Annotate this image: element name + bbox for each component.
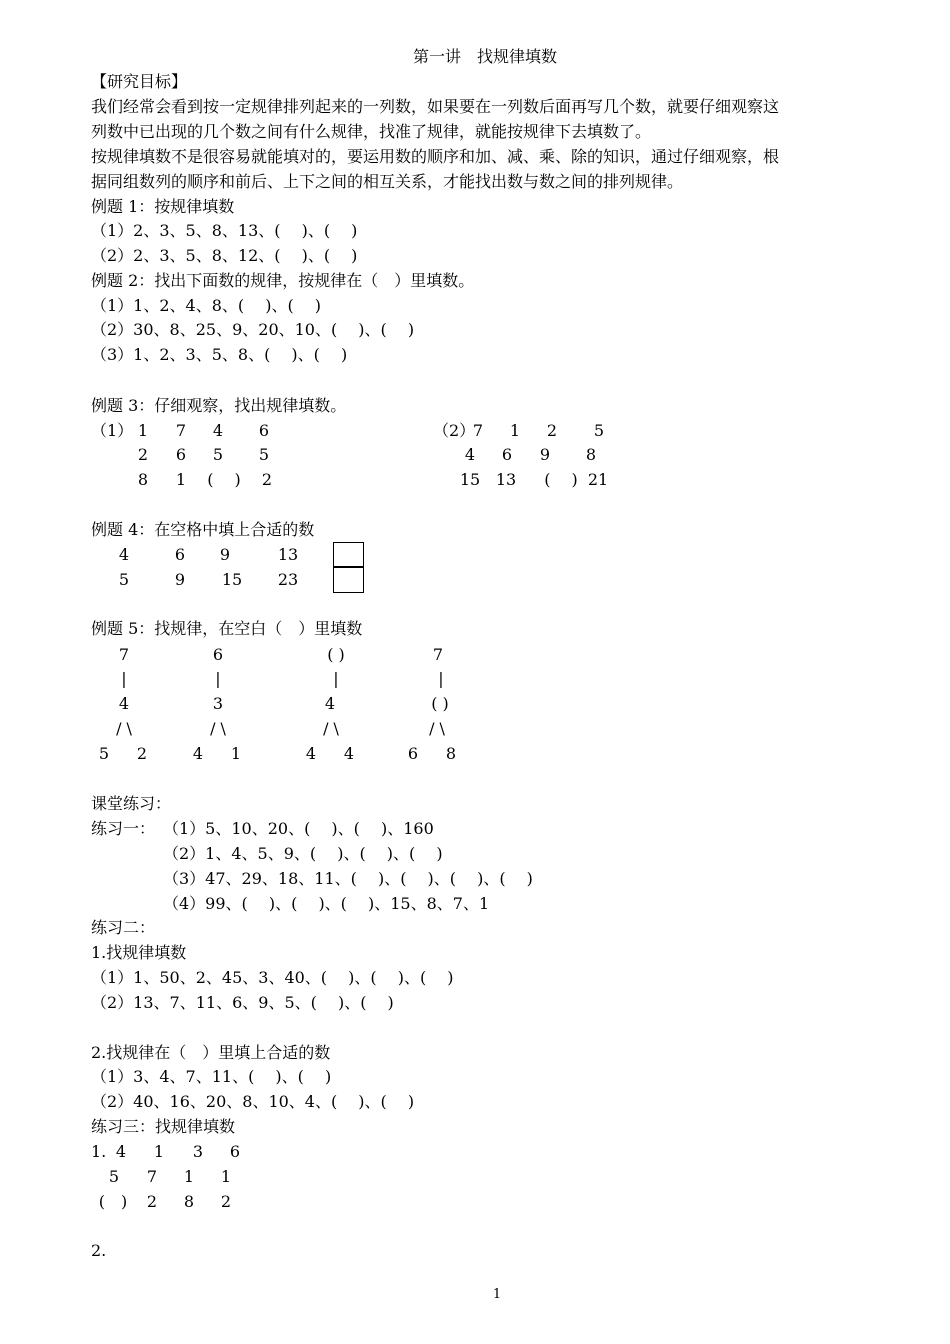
example-3-left-label: （1）: [91, 421, 134, 440]
grid-cell: 1: [509, 421, 521, 440]
intro-line: 据同组数列的顺序和前后、上下之间的相互关系，才能找出数与数之间的排列规律。: [91, 172, 684, 191]
practice-1-line: （4）99、( )、( )、( )、15、8、7、1: [163, 894, 490, 913]
grid-cell: 5: [212, 445, 224, 464]
example-2-title: 例题 2：找出下面数的规律，按规律在（ ）里填数。: [91, 271, 475, 290]
tree-left: 4: [305, 744, 317, 763]
tree-mid: 4: [324, 694, 336, 713]
goal-heading: 【研究目标】: [91, 72, 188, 91]
tree-branch: / \: [429, 719, 445, 738]
grid-cell: 6: [501, 445, 513, 464]
example-1-line: （1）2、3、5、8、13、( )、( ): [91, 221, 358, 240]
tree-mid: 4: [118, 694, 130, 713]
practice-3-q1-label: 1.: [91, 1142, 107, 1161]
tree-branch: / \: [210, 719, 226, 738]
tree-bar: |: [215, 669, 221, 688]
grid-cell: 5: [118, 570, 130, 589]
example-3-right-label: （2）: [433, 421, 476, 440]
practice-1-line: （2）1、4、5、9、( )、( )、( ): [163, 844, 443, 863]
example-2-line: （2）30、8、25、9、20、10、( )、( ): [91, 320, 415, 339]
tree-left: 6: [407, 744, 419, 763]
grid-cell: 4: [212, 421, 224, 440]
tree-right: 2: [136, 744, 148, 763]
grid-cell: 6: [175, 445, 187, 464]
grid-cell: 2: [220, 1192, 232, 1211]
grid-cell: 9: [539, 445, 551, 464]
practice-2-q2-line: （1）3、4、7、11、( )、( ): [91, 1067, 332, 1086]
tree-top: 7: [432, 645, 444, 664]
practice-3-label: 练习三：找规律填数: [91, 1117, 236, 1136]
practice-heading: 课堂练习：: [91, 794, 172, 813]
grid-cell-blank: ( ): [207, 470, 241, 489]
grid-cell: 7: [146, 1167, 158, 1186]
grid-cell: 6: [258, 421, 270, 440]
grid-cell: 4: [464, 445, 476, 464]
grid-cell-blank: ( ): [98, 1192, 128, 1211]
tree-bar: |: [121, 669, 127, 688]
intro-line: 我们经常会看到按一定规律排列起来的一列数，如果要在一列数后面再写几个数，就要仔细观察这: [91, 97, 780, 116]
grid-cell: 7: [472, 421, 484, 440]
example-5-title: 例题 5：找规律，在空白（ ）里填数: [91, 619, 363, 638]
example-4-title: 例题 4：在空格中填上合适的数: [91, 520, 315, 539]
grid-cell: 2: [137, 445, 149, 464]
example-1-title: 例题 1：按规律填数: [91, 197, 235, 216]
practice-3-q2-label: 2.: [91, 1241, 107, 1260]
practice-1-label: 练习一：: [91, 819, 156, 838]
tree-mid-blank: ( ): [431, 694, 449, 713]
practice-2-q2: 2.找规律在（ ）里填上合适的数: [91, 1043, 331, 1062]
grid-cell: 15: [221, 570, 243, 589]
practice-2-q1: 1.找规律填数: [91, 943, 187, 962]
grid-cell: 2: [146, 1192, 158, 1211]
tree-top: 7: [118, 645, 130, 664]
tree-bar: |: [333, 669, 339, 688]
grid-cell: 8: [137, 470, 149, 489]
grid-cell: 1: [175, 470, 187, 489]
practice-2-q1-line: （2）13、7、11、6、9、5、( )、( ): [91, 993, 394, 1012]
grid-cell: 15: [459, 470, 481, 489]
tree-branch: / \: [323, 719, 339, 738]
grid-cell: 5: [108, 1167, 120, 1186]
practice-1-line: （1）5、10、20、( )、( )、160: [163, 819, 434, 838]
grid-cell: 9: [219, 545, 231, 564]
tree-top-blank: ( ): [327, 645, 345, 664]
grid-cell: 2: [261, 470, 273, 489]
practice-2-label: 练习二：: [91, 918, 156, 937]
example-2-line: （3）1、2、3、5、8、( )、( ): [91, 345, 348, 364]
grid-cell: 23: [277, 570, 299, 589]
tree-bar: |: [438, 669, 444, 688]
grid-cell: 6: [174, 545, 186, 564]
grid-cell: 7: [175, 421, 187, 440]
tree-right: 1: [230, 744, 242, 763]
grid-cell: 6: [229, 1142, 241, 1161]
answer-box-bottom[interactable]: [333, 566, 364, 593]
grid-cell: 4: [115, 1142, 127, 1161]
tree-mid: 3: [212, 694, 224, 713]
practice-2-q1-line: （1）1、50、2、45、3、40、( )、( )、( ): [91, 968, 454, 987]
tree-right: 4: [343, 744, 355, 763]
page-number: 1: [492, 1287, 502, 1302]
grid-cell: 2: [546, 421, 558, 440]
grid-cell: 13: [277, 545, 299, 564]
grid-cell: 5: [258, 445, 270, 464]
example-2-line: （1）1、2、4、8、( )、( ): [91, 296, 322, 315]
practice-1-line: （3）47、29、18、11、( )、( )、( )、( ): [163, 869, 533, 888]
intro-line: 列数中已出现的几个数之间有什么规律，找准了规律，就能按规律下去填数了。: [91, 122, 652, 141]
grid-cell: 13: [495, 470, 517, 489]
grid-cell: 9: [174, 570, 186, 589]
page-title: 第一讲 找规律填数: [413, 47, 558, 66]
practice-2-q2-line: （2）40、16、20、8、10、4、( )、( ): [91, 1092, 415, 1111]
grid-cell: 4: [118, 545, 130, 564]
tree-left: 5: [98, 744, 110, 763]
intro-line: 按规律填数不是很容易就能填对的，要运用数的顺序和加、减、乘、除的知识，通过仔细观察，根: [91, 147, 780, 166]
grid-cell: 21: [587, 470, 609, 489]
grid-cell: 1: [137, 421, 149, 440]
tree-top: 6: [212, 645, 224, 664]
grid-cell: 3: [192, 1142, 204, 1161]
grid-cell: 5: [593, 421, 605, 440]
grid-cell: 1: [183, 1167, 195, 1186]
grid-cell: 1: [153, 1142, 165, 1161]
grid-cell: 1: [220, 1167, 232, 1186]
tree-branch: / \: [116, 719, 132, 738]
grid-cell: 8: [585, 445, 597, 464]
answer-box-top[interactable]: [333, 542, 364, 568]
tree-right: 8: [445, 744, 457, 763]
grid-cell: 8: [183, 1192, 195, 1211]
tree-left: 4: [192, 744, 204, 763]
example-3-title: 例题 3：仔细观察，找出规律填数。: [91, 396, 347, 415]
example-1-line: （2）2、3、5、8、12、( )、( ): [91, 246, 358, 265]
grid-cell-blank: ( ): [544, 470, 578, 489]
